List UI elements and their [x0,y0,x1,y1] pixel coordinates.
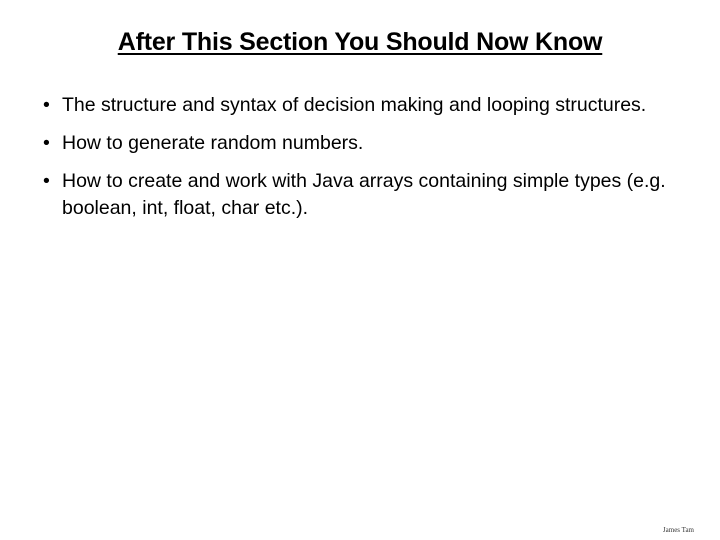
bullet-text: The structure and syntax of decision making and looping structures. [62,94,647,116]
bullet-text: How to create and work with Java arrays containing simple types (e.g. boolean, int, float, char etc.). [62,170,666,219]
bullet-item [43,130,683,157]
slide-title: After This Section You Should Now Know [117,28,603,56]
bullet-item [43,168,683,222]
bullet-icon: • [43,170,50,192]
bullet-item [43,92,683,119]
footer-credit: James Tam [662,526,694,534]
bullet-list [43,92,683,233]
bullet-text: How to generate random numbers. [62,132,364,154]
bullet-icon: • [43,132,50,154]
bullet-icon: • [43,94,50,116]
